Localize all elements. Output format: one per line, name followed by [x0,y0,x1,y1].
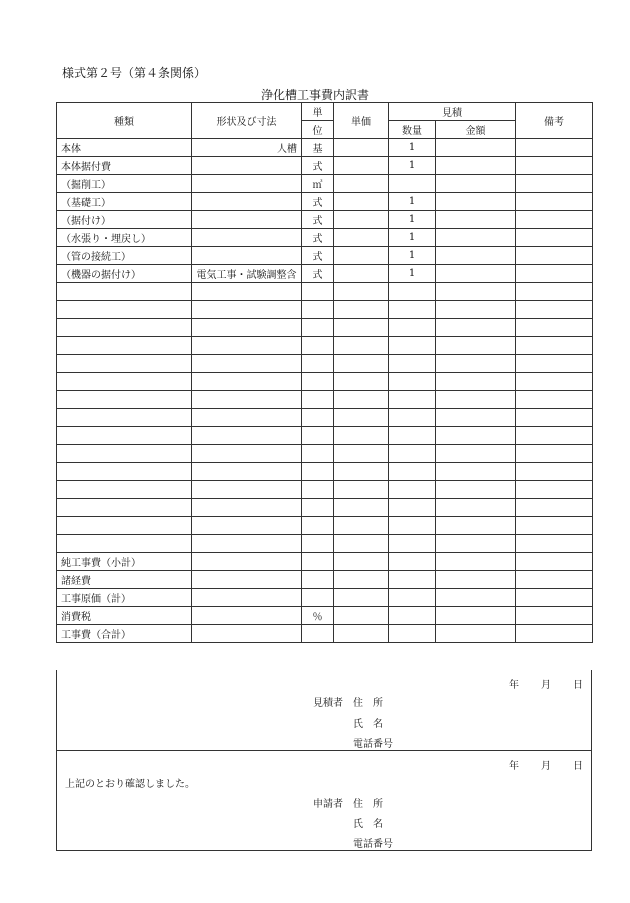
cell-unit-price [334,283,389,301]
summary-label: 純工事費（小計） [57,553,192,571]
cell-spec [192,499,302,517]
cell-amount [436,535,516,553]
table-row [57,175,593,193]
cell-spec [192,391,302,409]
cell-unit-price [334,445,389,463]
cell-type [57,319,192,337]
cell-type: 本体 [57,139,192,157]
date-year: 年 [509,761,519,772]
cell-unit-price [334,409,389,427]
cell-remarks [516,139,593,157]
cell-unit-price [334,265,389,283]
cell-type [57,427,192,445]
cell-unit [302,481,334,499]
header-unit-price: 単価 [334,103,389,139]
summary-label: 消費税 [57,607,192,625]
cell-amount [436,427,516,445]
cell-unit-price [334,337,389,355]
cell-unit-price [334,589,389,607]
cell-unit-price [334,247,389,265]
summary-unit [302,553,334,571]
cell-spec [192,229,302,247]
applicant-address-label: 住 所 [353,799,383,810]
summary-row [57,553,593,571]
cell-amount [436,319,516,337]
cell-spec [192,355,302,373]
cell-type [57,409,192,427]
cell-type [57,445,192,463]
table-row [57,211,593,229]
blank-row [57,409,593,427]
cell-amount [436,337,516,355]
cell-quantity [389,535,436,553]
cell-type [57,301,192,319]
header-amount: 金額 [436,121,516,139]
cell-quantity [389,319,436,337]
cell-spec [192,625,302,643]
cell-amount [436,409,516,427]
blank-row [57,373,593,391]
cell-unit [302,319,334,337]
cell-amount [436,373,516,391]
cell-spec [192,445,302,463]
cell-unit-price [334,211,389,229]
cell-unit-price [334,373,389,391]
cell-unit [302,427,334,445]
cell-amount [436,157,516,175]
cell-type: （掘削工） [57,175,192,193]
cell-amount [436,481,516,499]
cell-amount [436,517,516,535]
cell-quantity [389,409,436,427]
cell-remarks [516,625,593,643]
cell-quantity: 1 [389,247,436,265]
summary-row [57,625,593,643]
cell-remarks [516,211,593,229]
blank-row [57,499,593,517]
cell-quantity [389,355,436,373]
cell-unit [302,355,334,373]
blank-row [57,319,593,337]
blank-row [57,427,593,445]
cell-spec [192,373,302,391]
blank-row [57,463,593,481]
blank-row [57,283,593,301]
cell-spec [192,427,302,445]
cell-unit-price [334,625,389,643]
cell-type [57,283,192,301]
cell-type [57,373,192,391]
summary-label: 工事原価（計） [57,589,192,607]
header-remarks: 備考 [516,103,593,139]
cell-amount [436,265,516,283]
cell-type [57,355,192,373]
cell-unit-price [334,481,389,499]
cell-amount [436,175,516,193]
cell-spec [192,193,302,211]
table-row [57,157,593,175]
blank-row [57,301,593,319]
cell-amount [436,463,516,481]
cell-amount [436,355,516,373]
cell-quantity: 1 [389,229,436,247]
cell-quantity [389,571,436,589]
cell-unit [302,337,334,355]
confirmation-text: 上記のとおり確認しました。 [65,779,195,790]
cell-remarks [516,445,593,463]
cell-unit: 式 [302,157,334,175]
summary-label: 工事費（合計） [57,625,192,643]
cell-remarks [516,409,593,427]
cell-unit-price [334,319,389,337]
estimator-date [509,676,583,691]
cell-remarks [516,175,593,193]
cell-quantity [389,373,436,391]
cell-amount [436,301,516,319]
cell-unit: 式 [302,193,334,211]
header-spec: 形状及び寸法 [192,103,302,139]
date-day: 日 [573,680,583,691]
cell-quantity [389,427,436,445]
cell-unit-price [334,229,389,247]
cell-quantity [389,499,436,517]
summary-unit [302,571,334,589]
summary-unit [302,625,334,643]
cell-remarks [516,589,593,607]
cell-spec [192,535,302,553]
cell-remarks [516,283,593,301]
table-row [57,229,593,247]
applicant-phone-label: 電話番号 [353,839,393,850]
applicant-section [56,751,592,851]
cell-spec [192,301,302,319]
cell-quantity: 1 [389,139,436,157]
cell-amount [436,589,516,607]
table-row [57,193,593,211]
estimator-role: 見積者 [313,698,343,709]
cell-amount [436,247,516,265]
cell-unit-price [334,427,389,445]
cell-remarks [516,247,593,265]
table-row [57,139,593,157]
cell-unit-price [334,553,389,571]
cell-unit [302,463,334,481]
header-quantity: 数量 [389,121,436,139]
summary-row [57,607,593,625]
cell-spec [192,607,302,625]
cell-spec [192,571,302,589]
applicant-role: 申請者 [313,799,343,810]
cell-unit [302,499,334,517]
cell-remarks [516,265,593,283]
cell-unit [302,283,334,301]
cell-amount [436,499,516,517]
cell-amount [436,571,516,589]
cell-type [57,337,192,355]
cell-remarks [516,427,593,445]
cell-remarks [516,373,593,391]
summary-label: 諸経費 [57,571,192,589]
cell-spec [192,589,302,607]
cell-unit [302,301,334,319]
blank-row [57,481,593,499]
cell-spec [192,157,302,175]
cell-spec [192,319,302,337]
cell-type: （据付け） [57,211,192,229]
cell-spec [192,517,302,535]
cell-quantity: 1 [389,157,436,175]
cell-quantity [389,553,436,571]
blank-row [57,445,593,463]
form-number: 様式第２号（第４条関係） [62,66,207,80]
cell-amount [436,445,516,463]
cell-unit-price [334,301,389,319]
cell-spec [192,247,302,265]
blank-row [57,517,593,535]
blank-row [57,535,593,553]
cell-unit: 式 [302,247,334,265]
cell-amount [436,193,516,211]
header-row-1 [57,103,593,121]
cell-quantity [389,589,436,607]
cell-type: （管の接続工） [57,247,192,265]
cost-breakdown-table [56,102,593,643]
cell-quantity [389,301,436,319]
cell-unit-price [334,355,389,373]
summary-row [57,571,593,589]
cell-spec [192,409,302,427]
estimator-name-label: 氏 名 [353,719,383,730]
cell-quantity: 1 [389,265,436,283]
cell-amount [436,391,516,409]
cell-type: 本体据付費 [57,157,192,175]
header-unit-bottom: 位 [302,121,334,139]
cell-remarks [516,535,593,553]
cell-type [57,391,192,409]
cell-unit-price [334,193,389,211]
cell-type [57,517,192,535]
cell-remarks [516,517,593,535]
cell-unit-price [334,535,389,553]
cell-quantity [389,607,436,625]
cell-unit [302,391,334,409]
cell-unit [302,373,334,391]
cell-remarks [516,481,593,499]
table-row [57,247,593,265]
cell-unit [302,517,334,535]
cell-quantity [389,517,436,535]
cell-type [57,499,192,517]
cell-type [57,481,192,499]
cell-remarks [516,553,593,571]
cell-unit-price [334,499,389,517]
document-title: 浄化槽工事費内訳書 [260,88,369,102]
cell-unit: ㎥ [302,175,334,193]
cell-spec [192,175,302,193]
summary-unit [302,589,334,607]
estimator-section [56,670,592,751]
cell-quantity [389,337,436,355]
cell-unit: 式 [302,229,334,247]
cell-spec [192,337,302,355]
cell-spec [192,283,302,301]
cell-unit: 基 [302,139,334,157]
table-row [57,265,593,283]
cell-remarks [516,391,593,409]
cell-unit-price [334,157,389,175]
cell-quantity [389,175,436,193]
cell-remarks [516,301,593,319]
cell-remarks [516,571,593,589]
cell-quantity: 1 [389,193,436,211]
cell-unit-price [334,517,389,535]
date-year: 年 [509,680,519,691]
cell-unit: 式 [302,211,334,229]
cell-remarks [516,157,593,175]
cell-remarks [516,319,593,337]
cell-amount [436,625,516,643]
cell-remarks [516,607,593,625]
cell-spec [192,463,302,481]
header-estimate: 見積 [389,103,516,121]
cell-quantity [389,391,436,409]
header-unit-top: 単 [302,103,334,121]
cell-unit-price [334,175,389,193]
cell-unit-price [334,391,389,409]
cell-remarks [516,499,593,517]
cell-quantity [389,283,436,301]
cell-amount [436,553,516,571]
cell-remarks [516,337,593,355]
cell-spec: 電気工事・試験調整含 [192,265,302,283]
cell-type: （機器の据付け） [57,265,192,283]
cell-unit: 式 [302,265,334,283]
blank-row [57,337,593,355]
blank-row [57,391,593,409]
applicant-date [509,757,583,772]
date-month: 月 [541,761,551,772]
cell-remarks [516,355,593,373]
cell-quantity [389,445,436,463]
summary-unit: ％ [302,607,334,625]
estimator-phone-label: 電話番号 [353,739,393,750]
cell-quantity [389,481,436,499]
cell-remarks [516,193,593,211]
date-month: 月 [541,680,551,691]
cell-type [57,535,192,553]
cell-amount [436,211,516,229]
cell-amount [436,607,516,625]
cell-unit [302,445,334,463]
applicant-name-label: 氏 名 [353,819,383,830]
cell-spec [192,481,302,499]
cell-spec [192,211,302,229]
cell-amount [436,283,516,301]
cell-quantity: 1 [389,211,436,229]
cell-type [57,463,192,481]
cell-unit-price [334,607,389,625]
cell-unit [302,409,334,427]
blank-row [57,355,593,373]
cell-spec: 人槽 [192,139,302,157]
cell-unit-price [334,571,389,589]
cell-unit [302,535,334,553]
cell-unit-price [334,463,389,481]
cell-amount [436,139,516,157]
cell-remarks [516,463,593,481]
header-type: 種類 [57,103,192,139]
cell-quantity [389,625,436,643]
estimator-address-label: 住 所 [353,698,383,709]
date-day: 日 [573,761,583,772]
cell-unit-price [334,139,389,157]
cell-quantity [389,463,436,481]
cell-amount [436,229,516,247]
summary-row [57,589,593,607]
cell-type: （水張り・埋戻し） [57,229,192,247]
cell-spec [192,553,302,571]
cell-type: （基礎工） [57,193,192,211]
cell-remarks [516,229,593,247]
